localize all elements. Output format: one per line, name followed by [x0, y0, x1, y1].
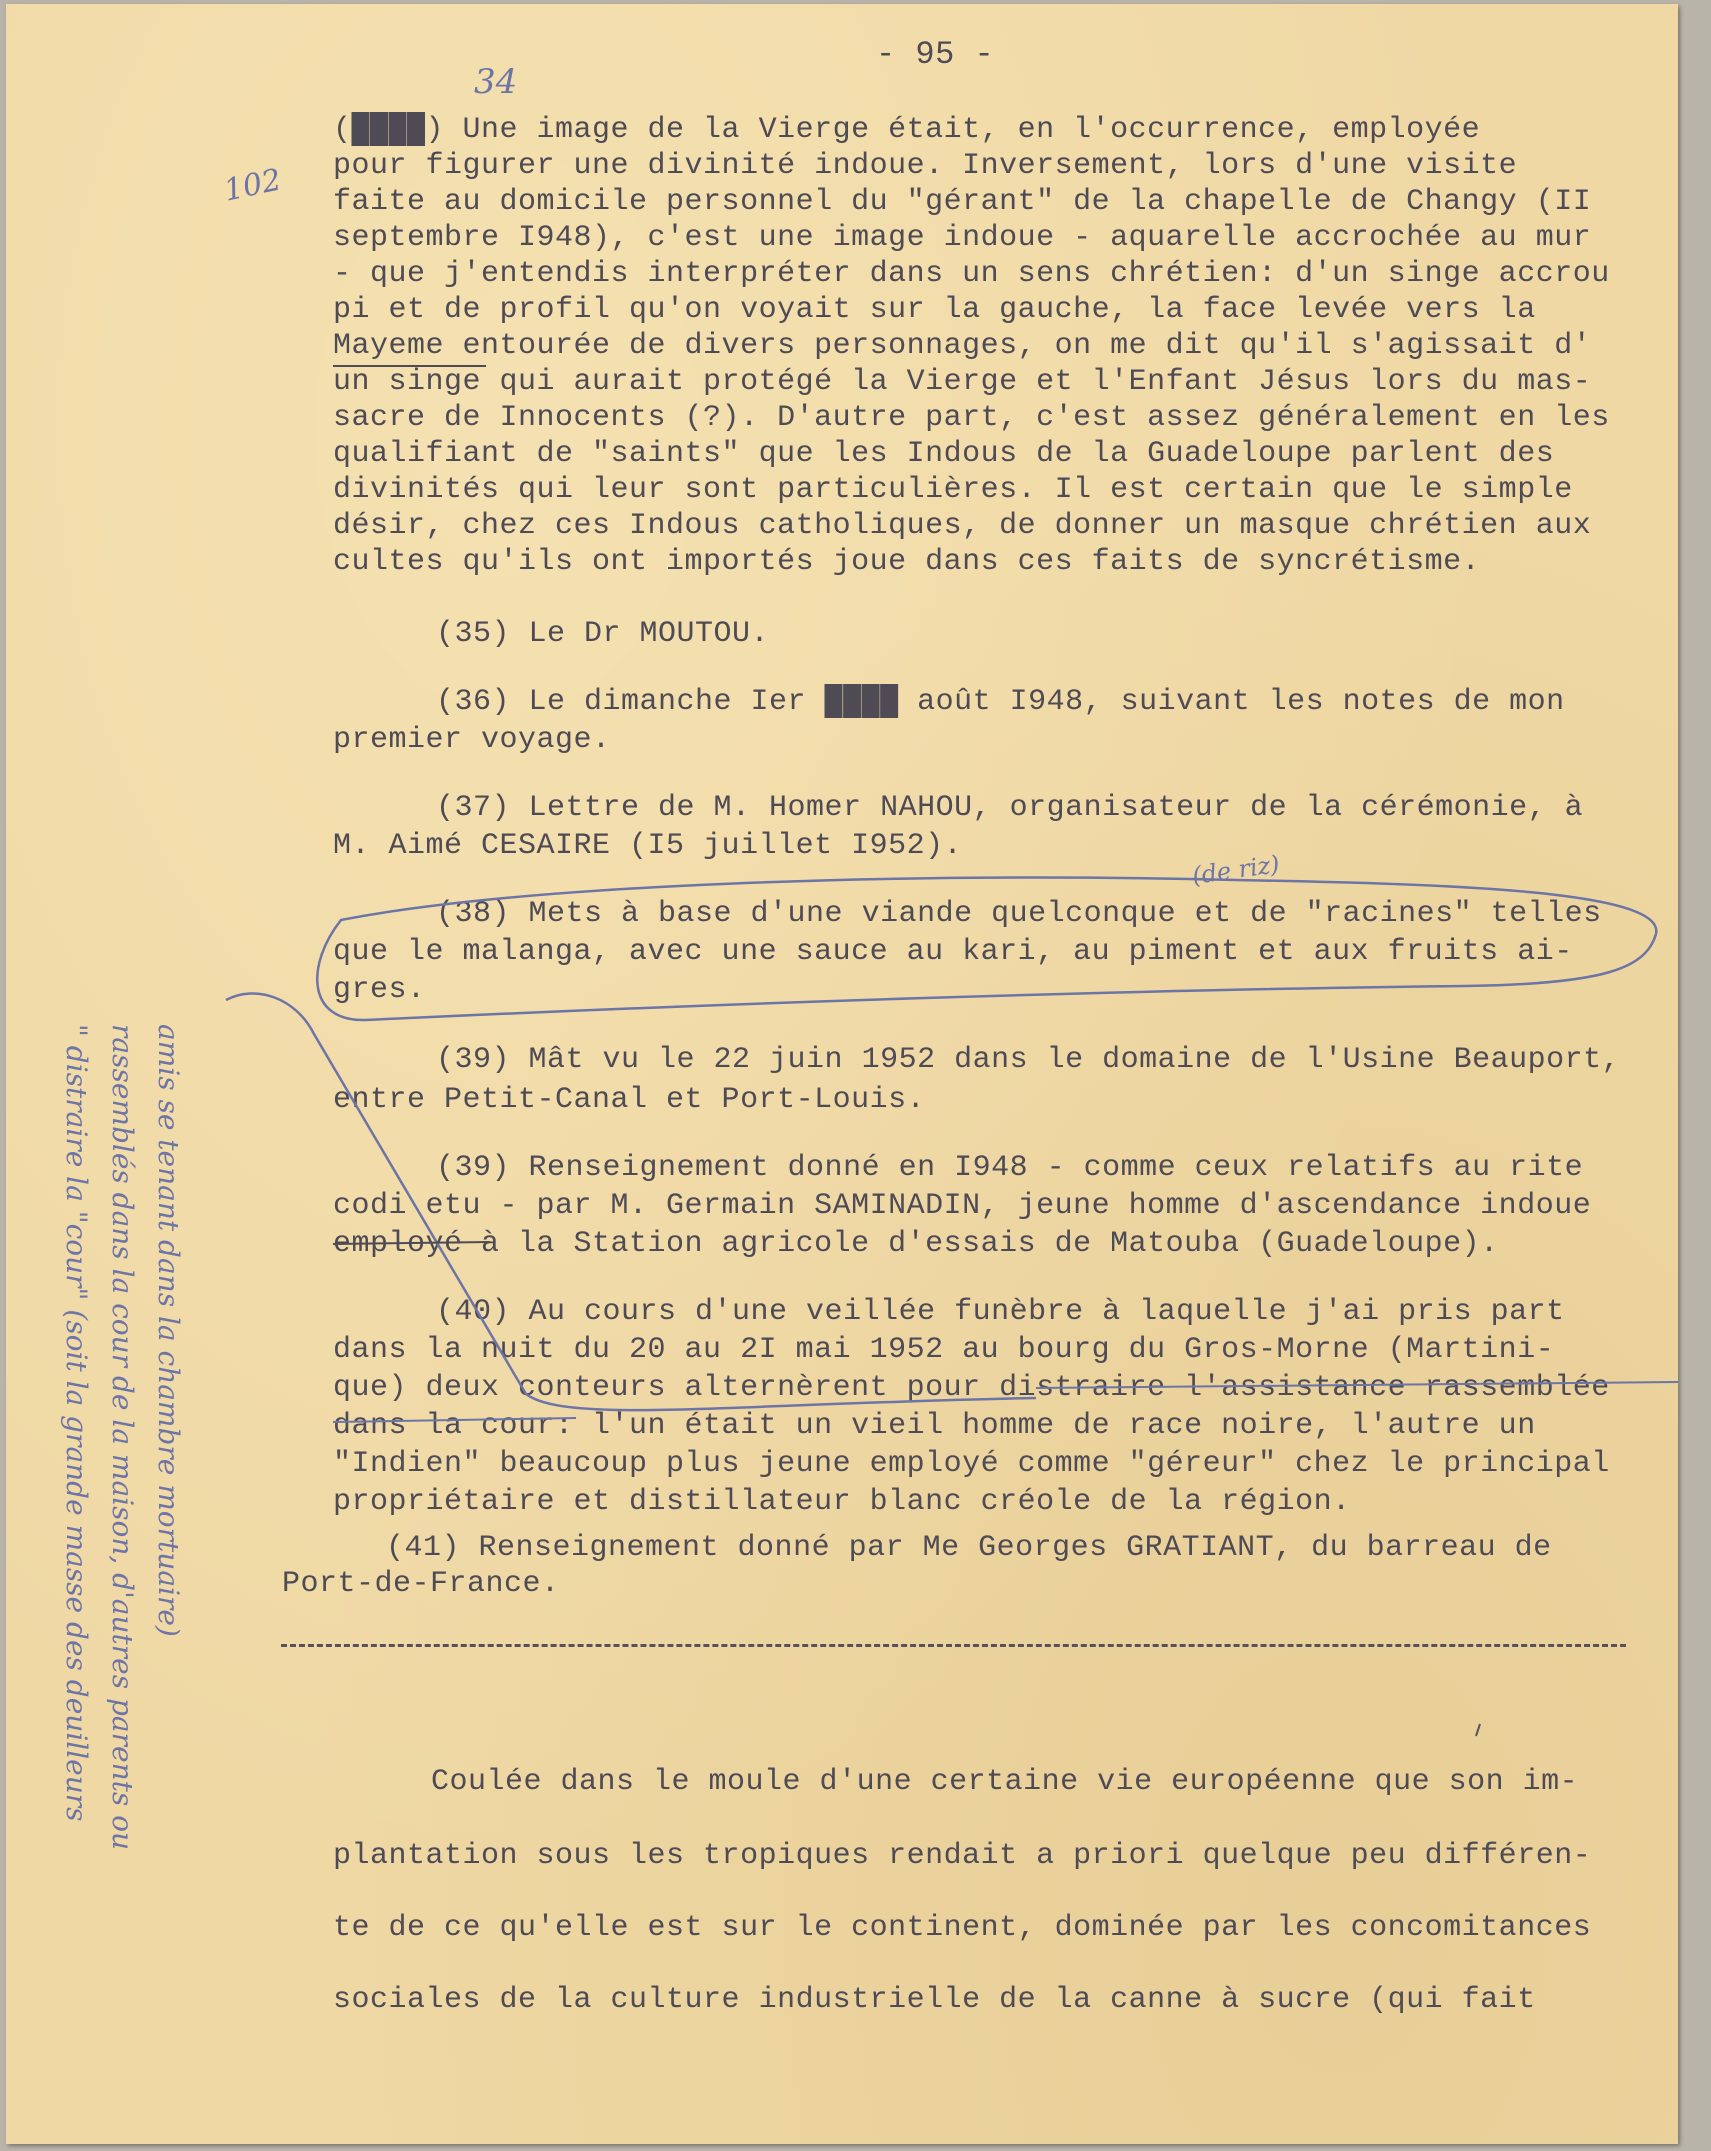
margin-note [6, 1024, 185, 2124]
footnote-line: codi etu - par M. Germain SAMINADIN, jeune homme d'ascendance indoue [333, 1189, 1592, 1223]
handwritten-left-reference: 102 [220, 162, 285, 209]
footnote-line: désir, chez ces Indous catholiques, de donner un masque chrétien aux [333, 509, 1592, 543]
footnote-line: que) deux conteurs alternèrent pour distraire l'assistance rassemblée [333, 1371, 1610, 1405]
pencil-annotations [6, 4, 1678, 2144]
handwritten-insert: (de riz) [1190, 850, 1282, 890]
body-line: Coulée dans le moule d'une certaine vie européenne que son im- [431, 1765, 1579, 1799]
footnote-line: employé à la Station agricole d'essais de Matouba (Guadeloupe). [333, 1227, 1499, 1261]
footnote-line: faite au domicile personnel du "gérant" de la chapelle de Changy (II [333, 185, 1592, 219]
document-page [6, 4, 1678, 2144]
page-number: - 95 - [876, 36, 995, 73]
footnote-line: (40) Au cours d'une veillée funèbre à laquelle j'ai pris part [436, 1295, 1565, 1329]
circled-footnote-outline [317, 878, 1656, 1020]
footnote-line: Port-de-France. [282, 1567, 560, 1601]
underline [333, 1242, 490, 1244]
strike-through [333, 1418, 576, 1422]
footnote-line: divinités qui leur sont particulières. Il est certain que le simple [333, 473, 1573, 507]
body-line: te de ce qu'elle est sur le continent, dominée par les concomitances [333, 1911, 1592, 1945]
footnote-line: dans la cour: l'un était un vieil homme de race noire, l'autre un [333, 1409, 1536, 1443]
footnote-line: que le malanga, avec une sauce au kari, au piment et aux fruits ai- [333, 935, 1573, 969]
footnote-line: (38) Mets à base d'une viande quelconque et de "racines" telles [436, 897, 1602, 931]
small-tick [1476, 1724, 1480, 1736]
footnote-line: pi et de profil qu'on voyait sur la gauche, la face levée vers la [333, 293, 1536, 327]
footnote-line: (41) Renseignement donné par Me Georges GRATIANT, du barreau de [386, 1531, 1552, 1565]
margin-note-line: amis se tenant dans la chambre mortuaire) [152, 1024, 185, 1637]
handwritten-footnote-number: 34 [474, 62, 518, 102]
footnote-line: propriétaire et distillateur blanc créole de la région. [333, 1485, 1351, 1519]
margin-note-line: " distraire la "cour" (soit la grande masse des deuilleurs [60, 1024, 93, 1822]
footnote-line: Mayeme entourée de divers personnages, on me dit qu'il s'agissait d' [333, 329, 1592, 363]
footnote-35: (35) Le Dr MOUTOU. [436, 617, 770, 651]
footnote-line: qualifiant de "saints" que les Indous de la Guadeloupe parlent des [333, 437, 1555, 471]
margin-note-connector [226, 993, 1036, 1410]
footnote-line: (37) Lettre de M. Homer NAHOU, organisateur de la cérémonie, à [436, 791, 1584, 825]
footnote-line: (39) Renseignement donné en I948 - comme ceux relatifs au rite [436, 1151, 1584, 1185]
footnote-line: cultes qu'ils ont importés joue dans ces faits de syncrétisme. [333, 545, 1481, 579]
footnote-line: M. Aimé CESAIRE (I5 juillet I952). [333, 829, 963, 863]
footnote-line: dans la nuit du 20 au 2I mai 1952 au bourg du Gros-Morne (Martini- [333, 1333, 1555, 1367]
footnote-line: septembre I948), c'est une image indoue - aquarelle accrochée au mur [333, 221, 1592, 255]
footnote-line: gres. [333, 973, 426, 1007]
body-line: sociales de la culture industrielle de la canne à sucre (qui fait [333, 1983, 1536, 2017]
footnote-line: (████) Une image de la Vierge était, en l'occurrence, employée [333, 113, 1481, 147]
footnote-line: - que j'entendis interpréter dans un sens chrétien: d'un singe accrou [333, 257, 1610, 291]
footnote-line: sacre de Innocents (?). D'autre part, c'est assez généralement en les [333, 401, 1610, 435]
margin-note-line: rassemblés dans la cour de la maison, d'autres parents ou [106, 1024, 139, 1851]
footnote-line: pour figurer une divinité indoue. Inversement, lors d'une visite [333, 149, 1518, 183]
footnote-line: "Indien" beaucoup plus jeune employé comme "géreur" chez le principal [333, 1447, 1610, 1481]
footnote-line: un singe qui aurait protégé la Vierge et l'Enfant Jésus lors du mas- [333, 365, 1592, 399]
body-line: plantation sous les tropiques rendait a priori quelque peu différen- [333, 1839, 1592, 1873]
footnote-line: entre Petit-Canal et Port-Louis. [333, 1083, 926, 1117]
footnote-line: (39) Mât vu le 22 juin 1952 dans le domaine de l'Usine Beauport, [436, 1043, 1621, 1077]
footnote-line: (36) Le dimanche Ier ████ août I948, suivant les notes de mon [436, 685, 1565, 719]
strike-through [1036, 1382, 1678, 1388]
footnote-line: premier voyage. [333, 723, 611, 757]
